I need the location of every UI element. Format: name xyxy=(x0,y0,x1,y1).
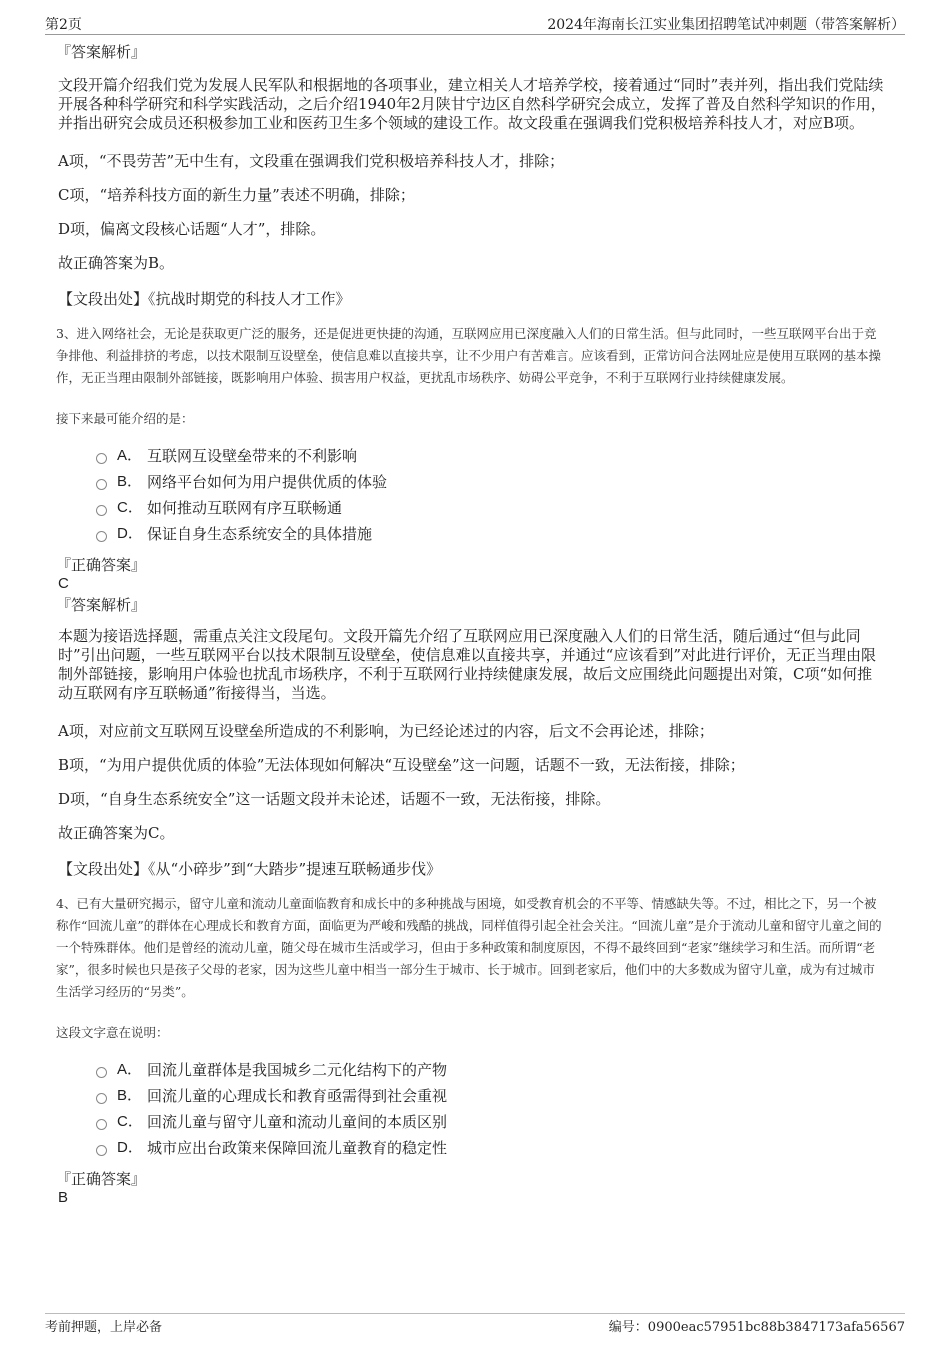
question-3-options xyxy=(96,443,886,547)
question-3-stem: 3、进入网络社会，无论是获取更广泛的服务，还是促进更快捷的沟通，互联网应用已深度融入人们的日常生活。但与此同时，一些互联网平台出于竞争排他、利益排挤的考虑，以技术限制互设壁垒，使信息难以直接共享，让不少用户有苦难言。应该看到，正常访问合法网址应是使用互联网的基本操作，无正当理由限制外部链接，既影响用户体验、损害用户权益，更扰乱市场秩序、妨碍公平竞争，不利于互联网行业持续健康发展。 xyxy=(56,326,882,385)
source-citation: 【文段出处】《抗战时期党的科技人才工作》 xyxy=(58,290,351,308)
option-text: 如何推动互联网有序互联畅通 xyxy=(147,499,343,517)
option-letter: A． xyxy=(117,447,143,464)
analysis-a-note: A项，对应前文互联网互设壁垒所造成的不利影响，为已经论述过的内容，后文不会再论述，排除； xyxy=(58,722,714,740)
option-text: 回流儿童的心理成长和教育亟需得到社会重视 xyxy=(147,1087,448,1105)
option-a[interactable] xyxy=(96,443,886,469)
option-d[interactable] xyxy=(96,1135,886,1161)
analysis-text: 文段开篇介绍我们党为发展人民军队和根据地的各项事业，建立相关人才培养学校，接着通过“同时”表并列，指出我们党陆续开展各种科学研究和科学实践活动，之后介绍1940年2月陕甘宁边区自然科学研究会成立，发挥了普及自然科学知识的作用，并指出研究会成员还积极参加工业和医药卫生多个领域的建设工作。故文段重在强调我们党积极培养科技人才，对应B项。 xyxy=(58,76,886,132)
correct-answer-label: 『正确答案』 xyxy=(56,1170,147,1188)
option-c[interactable] xyxy=(96,1109,886,1135)
option-letter: B． xyxy=(117,473,143,490)
question-4-stem: 4、已有大量研究揭示，留守儿童和流动儿童面临教育和成长中的多种挑战与困境，如受教育机会的不平等、情感缺失等。不过，相比之下，另一个被称作“回流儿童”的群体在心理成长和教育方面，面临更为严峻和残酷的挑战，同样值得引起全社会关注。“回流儿童”是介于流动儿童和留守儿童之间的一个特殊群体。他们是曾经的流动儿童，随父母在城市生活或学习，但由于多种政策和制度原因，不得不最终回到“老家”继续学习和生活。而所谓“老家”，很多时候也只是孩子父母的老家，因为这些儿童中相当一部分生于城市、长于城市。回到老家后，他们中的大多数成为留守儿童，成为有过城市生活学习经历的“另类”。 xyxy=(56,896,882,999)
option-b[interactable] xyxy=(96,1083,886,1109)
option-a[interactable] xyxy=(96,1057,886,1083)
analysis-label: 『答案解析』 xyxy=(56,596,147,614)
option-letter: C． xyxy=(117,1113,143,1130)
option-letter: D． xyxy=(117,525,143,542)
page-footer xyxy=(45,1313,905,1336)
radio-icon[interactable] xyxy=(96,1067,107,1078)
page-number: 第2页 xyxy=(45,17,82,33)
question-3-prompt: 接下来最可能介绍的是： xyxy=(56,411,194,426)
analysis-a-note: A项，“不畏劳苦”无中生有，文段重在强调我们党积极培养科技人才，排除； xyxy=(58,152,565,170)
correct-answer: C xyxy=(58,575,69,592)
option-letter: D． xyxy=(117,1139,143,1156)
analysis-label: 『答案解析』 xyxy=(56,43,147,61)
option-b[interactable] xyxy=(96,469,886,495)
option-letter: A． xyxy=(117,1061,143,1078)
analysis-d-note: D项，偏离文段核心话题“人才”，排除。 xyxy=(58,220,326,238)
document-body xyxy=(56,42,886,1209)
option-text: 保证自身生态系统安全的具体措施 xyxy=(147,525,373,543)
radio-icon[interactable] xyxy=(96,1119,107,1130)
analysis-b-note: B项，“为用户提供优质的体验”无法体现如何解决“互设壁垒”这一问题，话题不一致，无法衔接，排除； xyxy=(58,756,745,774)
radio-icon[interactable] xyxy=(96,505,107,516)
analysis-text: 本题为接语选择题，需重点关注文段尾句。文段开篇先介绍了互联网应用已深度融入人们的日常生活，随后通过“但与此同时”引出问题，一些互联网平台以技术限制互设壁垒，使信息难以直接共享，并通过“应该看到”对此进行评价，无正当理由限制外部链接，影响用户体验也扰乱市场秩序，不利于互联网行业持续健康发展，故后文应围绕此问题提出对策，C项“如何推动互联网有序互联畅通”衔接得当，当选。 xyxy=(58,627,877,702)
radio-icon[interactable] xyxy=(96,1093,107,1104)
footer-slogan: 考前押题，上岸必备 xyxy=(45,1320,163,1335)
option-text: 网络平台如何为用户提供优质的体验 xyxy=(147,473,388,491)
correct-answer-label: 『正确答案』 xyxy=(56,556,147,574)
radio-icon[interactable] xyxy=(96,531,107,542)
option-text: 回流儿童与留守儿童和流动儿童间的本质区别 xyxy=(147,1113,448,1131)
document-title: 2024年海南长江实业集团招聘笔试冲刺题（带答案解析） xyxy=(547,17,905,33)
radio-icon[interactable] xyxy=(96,1145,107,1156)
option-text: 回流儿童群体是我国城乡二元化结构下的产物 xyxy=(147,1061,448,1079)
analysis-conclusion: 故正确答案为B。 xyxy=(58,254,175,272)
analysis-conclusion: 故正确答案为C。 xyxy=(58,824,175,842)
radio-icon[interactable] xyxy=(96,453,107,464)
option-letter: C． xyxy=(117,499,143,516)
question-4-prompt: 这段文字意在说明： xyxy=(56,1025,169,1040)
option-text: 互联网互设壁垒带来的不利影响 xyxy=(147,447,358,465)
option-text: 城市应出台政策来保障回流儿童教育的稳定性 xyxy=(147,1139,448,1157)
document-code: 编号：0900eac57951bc88b3847173afa56567 xyxy=(608,1320,905,1335)
radio-icon[interactable] xyxy=(96,479,107,490)
option-d[interactable] xyxy=(96,521,886,547)
source-citation: 【文段出处】《从“小碎步”到“大踏步”提速互联畅通步伐》 xyxy=(58,860,442,878)
option-c[interactable] xyxy=(96,495,886,521)
analysis-d-note: D项，“自身生态系统安全”这一话题文段并未论述，话题不一致，无法衔接，排除。 xyxy=(58,790,611,808)
analysis-c-note: C项，“培养科技方面的新生力量”表述不明确，排除； xyxy=(58,186,415,204)
correct-answer: B xyxy=(58,1189,69,1206)
option-letter: B． xyxy=(117,1087,143,1104)
question-4-options xyxy=(96,1057,886,1161)
page-header xyxy=(45,12,905,35)
